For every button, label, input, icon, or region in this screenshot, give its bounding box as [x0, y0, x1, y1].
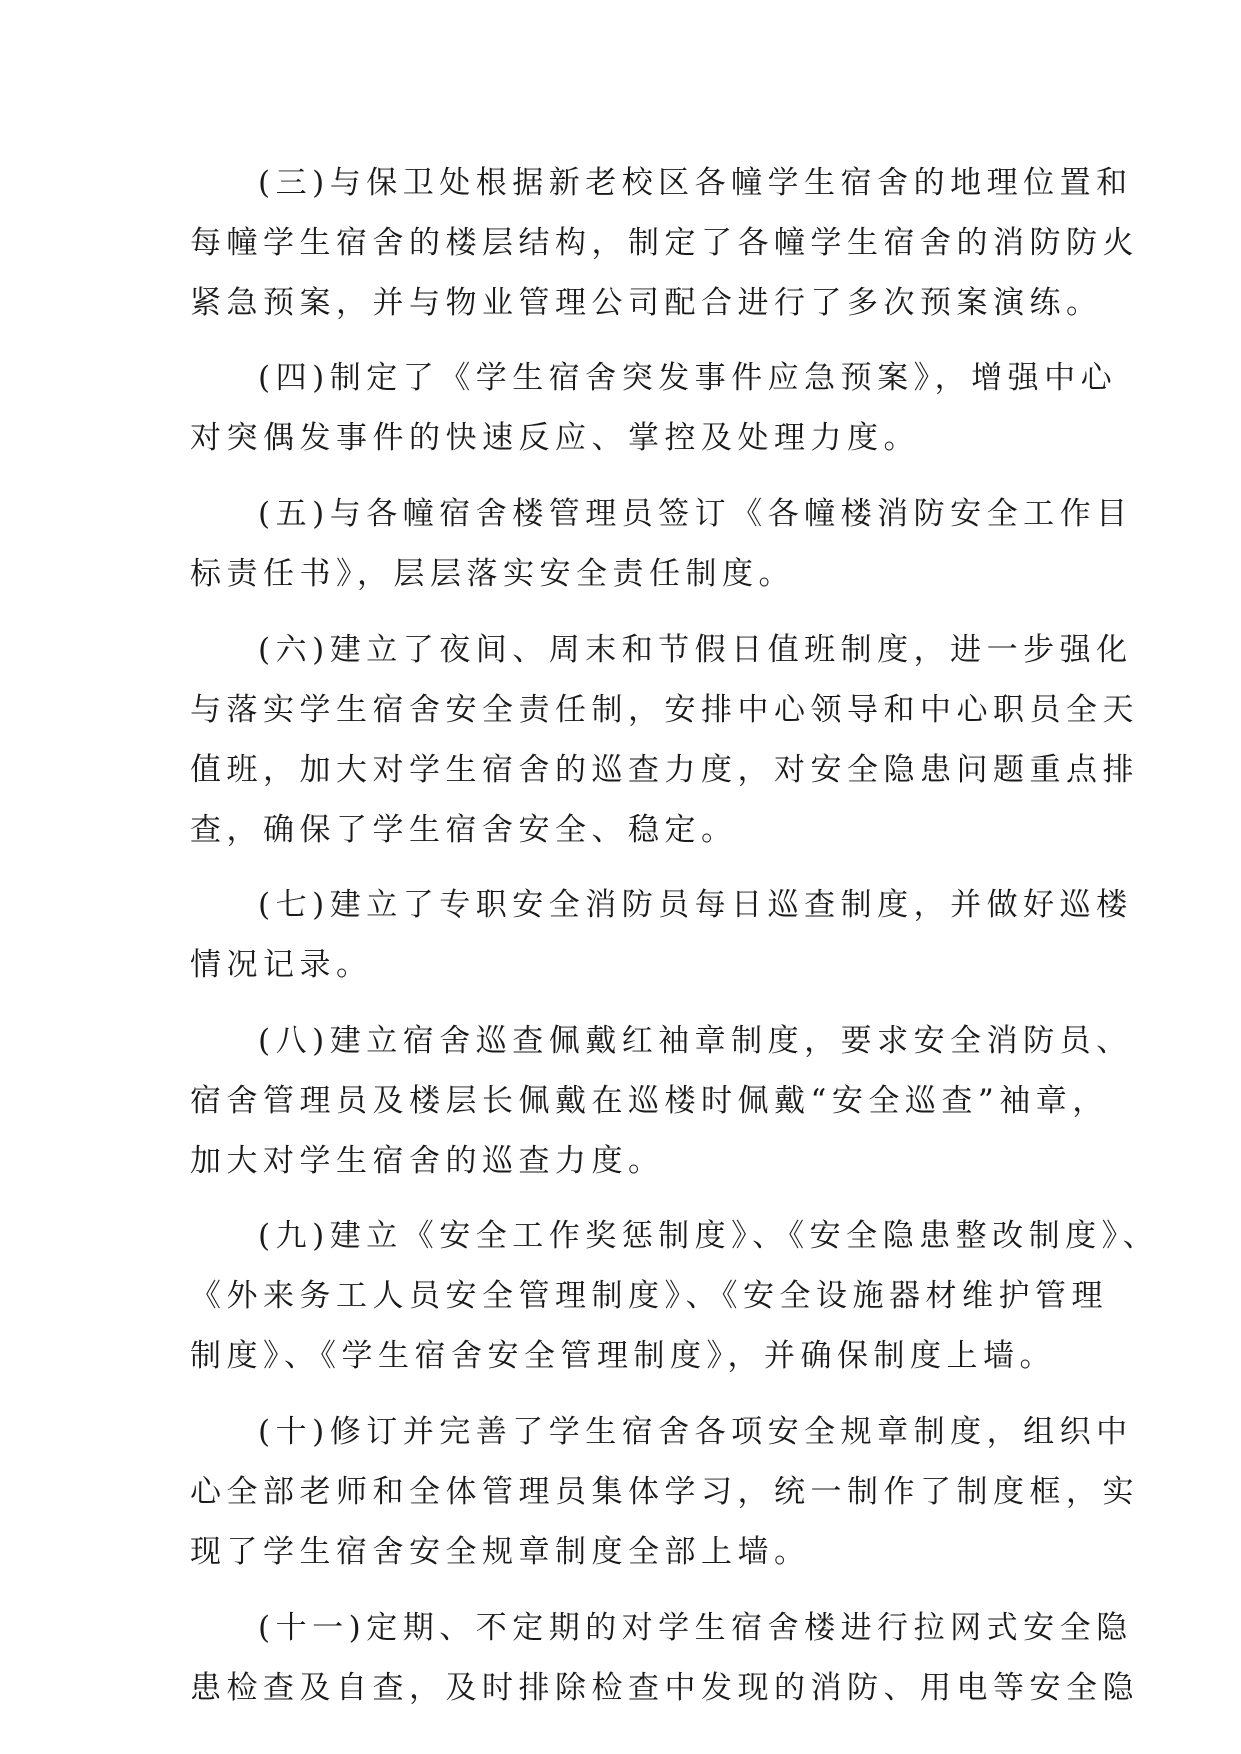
paragraph-7-line-2: 情况记录。 — [190, 947, 373, 983]
paragraph-6-line-3: 值班，加大对学生宿舍的巡查力度，对安全隐患问题重点排 — [190, 752, 1139, 788]
paragraph-8-line-3: 加大对学生宿舍的巡查力度。 — [190, 1143, 665, 1179]
paragraph-8-line-2: 宿舍管理员及楼层长佩戴在巡楼时佩戴“安全巡查”袖章， — [190, 1083, 1109, 1119]
paragraph-10-line-3: 现了学生宿舍安全规章制度全部上墙。 — [190, 1534, 811, 1570]
paragraph-6-line-2: 与落实学生宿舍安全责任制，安排中心领导和中心职员全天 — [190, 692, 1139, 728]
paragraph-4-line-2: 对突偶发事件的快速反应、掌控及处理力度。 — [190, 420, 920, 456]
paragraph-6-line-1: (六)建立了夜间、周末和节假日值班制度，进一步强化 — [258, 632, 1133, 668]
paragraph-9-line-3: 制度》、《学生宿舍安全管理制度》，并确保制度上墙。 — [190, 1338, 1056, 1374]
paragraph-9-line-1: (九)建立《安全工作奖惩制度》、《安全隐患整改制度》、 — [258, 1218, 1160, 1254]
paragraph-10-line-1: (十)修订并完善了学生宿舍各项安全规章制度，组织中 — [258, 1414, 1133, 1450]
paragraph-6-line-4: 查，确保了学生宿舍安全、稳定。 — [190, 812, 738, 848]
paragraph-5-line-1: (五)与各幢宿舍楼管理员签订《各幢楼消防安全工作目 — [258, 496, 1133, 532]
paragraph-11-line-1: (十一)定期、不定期的对学生宿舍楼进行拉网式安全隐 — [258, 1610, 1133, 1646]
paragraph-3-line-1: (三)与保卫处根据新老校区各幢学生宿舍的地理位置和 — [258, 165, 1133, 201]
paragraph-8-line-1: (八)建立宿舍巡查佩戴红袖章制度，要求安全消防员、 — [258, 1023, 1133, 1059]
paragraph-10-line-2: 心全部老师和全体管理员集体学习，统一制作了制度框，实 — [190, 1474, 1139, 1510]
paragraph-5-line-2: 标责任书》，层层落实安全责任制度。 — [190, 556, 795, 592]
paragraph-4-line-1: (四)制定了《学生宿舍突发事件应急预案》，增强中心 — [258, 360, 1118, 396]
paragraph-11-line-2: 患检查及自查，及时排除检查中发现的消防、用电等安全隐 — [190, 1670, 1139, 1706]
paragraph-9-line-2: 《外来务工人员安全管理制度》、《安全设施器材维护管理 — [190, 1278, 1108, 1314]
paragraph-3-line-2: 每幢学生宿舍的楼层结构，制定了各幢学生宿舍的消防防火 — [190, 225, 1139, 261]
paragraph-7-line-1: (七)建立了专职安全消防员每日巡查制度，并做好巡楼 — [258, 887, 1133, 923]
paragraph-3-line-3: 紧急预案，并与物业管理公司配合进行了多次预案演练。 — [190, 285, 1103, 321]
